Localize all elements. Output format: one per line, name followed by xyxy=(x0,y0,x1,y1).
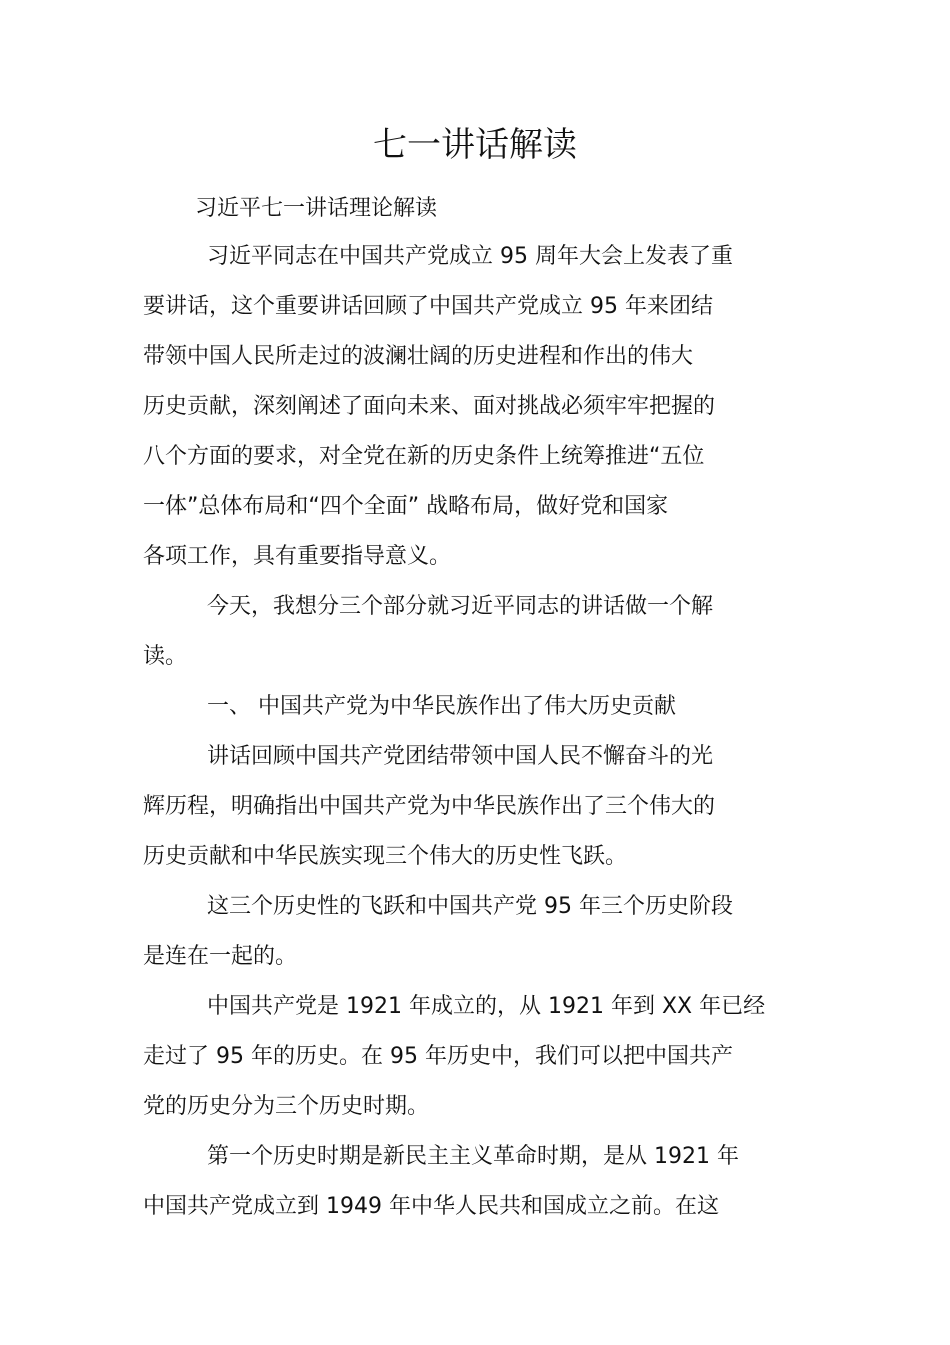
paragraph-line: 中国共产党成立到 1949 年中华人民共和国成立之前。在这 xyxy=(143,1194,719,1219)
paragraph-line: 是连在一起的。 xyxy=(143,944,298,969)
paragraph-line: 各项工作，具有重要指导意义。 xyxy=(143,544,452,569)
paragraph-line: 习近平同志在中国共产党成立 95 周年大会上发表了重 xyxy=(207,244,733,269)
paragraph-line: 讲话回顾中国共产党团结带领中国人民不懈奋斗的光 xyxy=(207,744,714,769)
paragraph-line: 辉历程，明确指出中国共产党为中华民族作出了三个伟大的 xyxy=(143,794,716,819)
paragraph-line: 读。 xyxy=(143,644,188,669)
paragraph-line: 带领中国人民所走过的波澜壮阔的历史进程和作出的伟大 xyxy=(143,344,694,369)
paragraph-line: 这三个历史性的飞跃和中国共产党 95 年三个历史阶段 xyxy=(207,894,733,919)
document-subtitle: 习近平七一讲话理论解读 xyxy=(195,196,438,221)
paragraph-line: 今天，我想分三个部分就习近平同志的讲话做一个解 xyxy=(207,594,714,619)
paragraph-line: 历史贡献，深刻阐述了面向未来、面对挑战必须牢牢把握的 xyxy=(143,394,716,419)
paragraph-line: 中国共产党是 1921 年成立的，从 1921 年到 XX 年已经 xyxy=(207,994,766,1019)
paragraph-line: 要讲话，这个重要讲话回顾了中国共产党成立 95 年来团结 xyxy=(143,294,713,319)
paragraph-line: 八个方面的要求，对全党在新的历史条件上统筹推进“五位 xyxy=(143,444,705,469)
document-title: 七一讲话解读 xyxy=(373,125,577,165)
section-heading: 一、 中国共产党为中华民族作出了伟大历史贡献 xyxy=(207,694,676,719)
paragraph-line: 一体”总体布局和“四个全面” 战略布局，做好党和国家 xyxy=(143,494,669,519)
paragraph-line: 第一个历史时期是新民主主义革命时期，是从 1921 年 xyxy=(207,1144,739,1169)
paragraph-line: 走过了 95 年的历史。在 95 年历史中，我们可以把中国共产 xyxy=(143,1044,733,1069)
paragraph-line: 历史贡献和中华民族实现三个伟大的历史性飞跃。 xyxy=(143,844,628,869)
paragraph-line: 党的历史分为三个历史时期。 xyxy=(143,1094,430,1119)
